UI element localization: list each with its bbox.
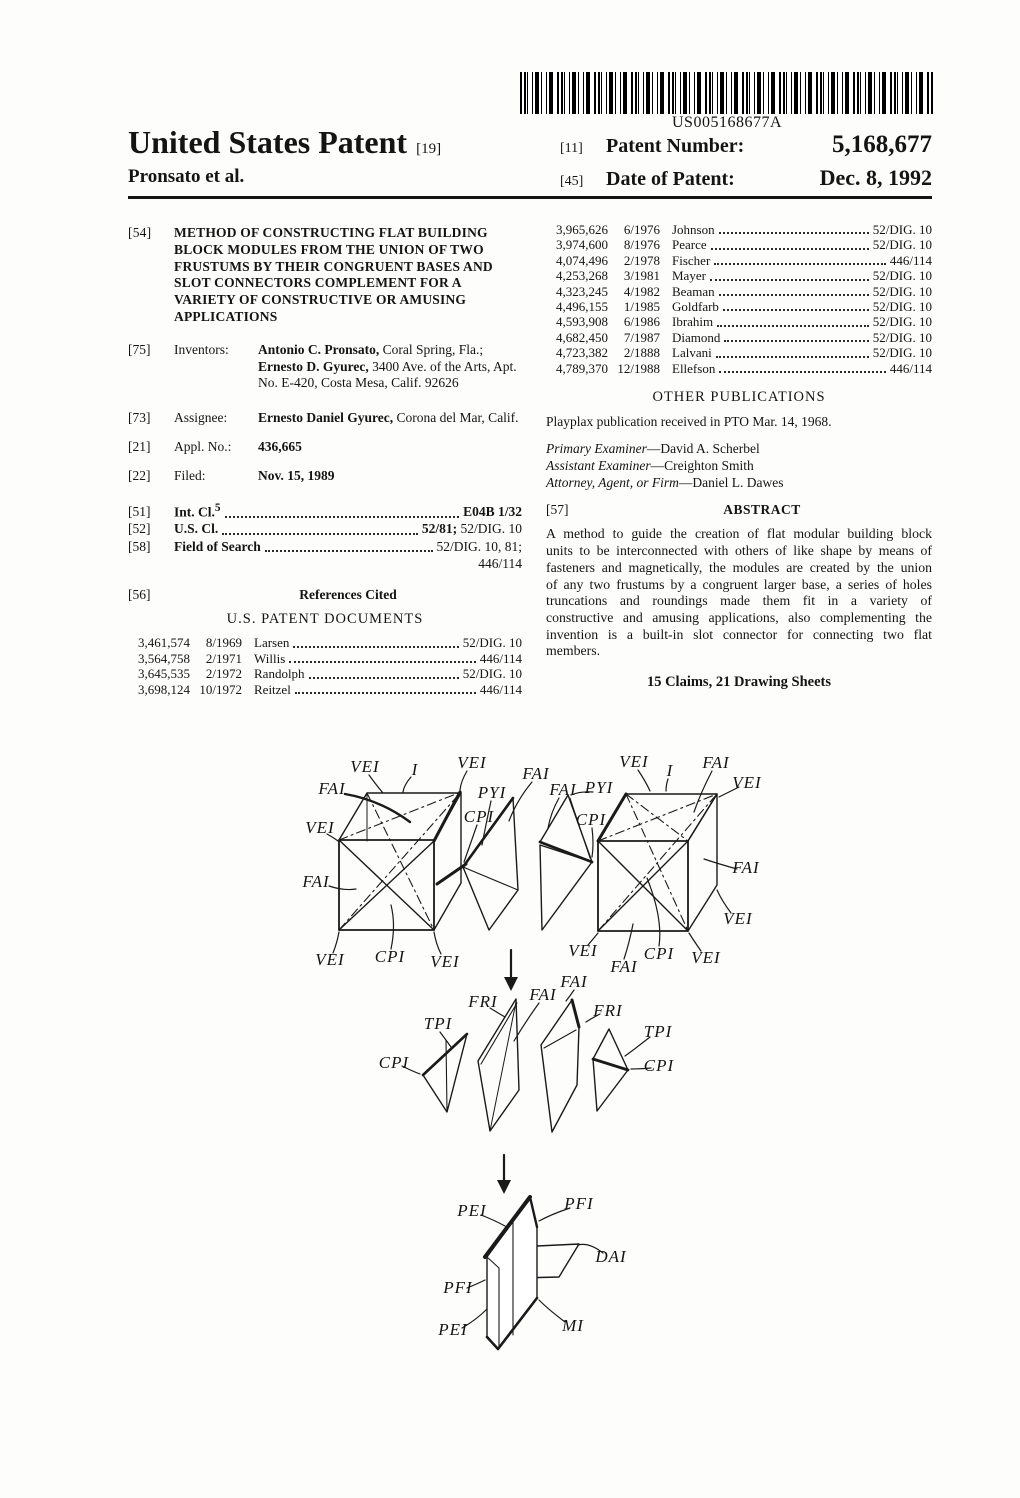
abstract-heading xyxy=(546,502,932,519)
appl-label: Appl. No.: xyxy=(174,438,232,454)
header-divider xyxy=(128,196,932,199)
figure-label: VEI xyxy=(305,818,335,837)
claims-drawing-sheets-line: 15 Claims, 21 Drawing Sheets xyxy=(646,674,832,691)
int-cl-label: Int. Cl.$^5$ xyxy=(174,501,221,520)
page-title xyxy=(128,124,538,161)
patent-number-row xyxy=(560,131,932,159)
dot-leader xyxy=(719,232,869,234)
int-cl-sup: 5 xyxy=(214,501,221,514)
kind-code: [19] xyxy=(416,141,442,157)
field-code-57: [57] xyxy=(546,501,569,517)
page-title-text: United States Patent xyxy=(128,124,408,160)
int-cl-section xyxy=(128,500,522,521)
application-number-section xyxy=(128,439,522,456)
masthead-left xyxy=(128,124,538,188)
figure-label: VEI xyxy=(732,773,762,792)
int-cl-value: E04B 1/32 xyxy=(463,504,522,520)
inventor-addr-2: 3400 Ave. of the Arts, Apt. No. E-420, Costa Mesa, Calif. 92626 xyxy=(258,358,517,391)
dot-leader xyxy=(717,325,869,327)
reference-row: 4,496,155 1/1985 Goldfarb 52/DIG. 10 xyxy=(556,299,932,315)
filed-section xyxy=(128,468,522,485)
figure-label: TPI xyxy=(423,1014,453,1033)
figure-label: DAI xyxy=(595,1247,627,1266)
bibliographic-column xyxy=(128,225,522,697)
references-cited-title: References Cited xyxy=(299,586,397,602)
assistant-examiner-line: Assistant Examiner—Creighton Smith xyxy=(546,457,754,473)
patentee-name: Pronsato et al. xyxy=(128,166,245,187)
dot-leader xyxy=(222,533,418,535)
invention-title: METHOD OF CONSTRUCTING FLAT BUILDING BLOCK MODULES FROM THE UNION OF TWO FRUSTUMS BY THEIR CONGRUENT BASES AND SLOT CONNECTORS COMPLEMENT FOR A VARIETY OF CONSTRUCTIVE OR AMUSING APPLICATIONS xyxy=(174,225,493,324)
dot-leader xyxy=(714,263,886,265)
field-of-search-value: 52/DIG. 10, 81; xyxy=(436,538,522,554)
figure-label: FRI xyxy=(593,1001,623,1020)
reference-row: 4,723,382 2/1888 Lalvani 52/DIG. 10 xyxy=(556,345,932,361)
reference-row: 4,253,268 3/1981 Mayer 52/DIG. 10 xyxy=(556,268,932,284)
patent-number-value: 5,168,677 xyxy=(832,131,932,158)
inventor-name-2: Ernesto D. Gyurec, xyxy=(258,358,369,374)
dot-leader xyxy=(289,661,476,663)
us-cl-value: 52/81; 52/DIG. 10 xyxy=(421,521,522,537)
reference-row: 3,698,124 10/1972 Reitzel 446/114 xyxy=(138,681,522,697)
abstract-title: ABSTRACT xyxy=(723,501,801,517)
reference-row: 4,682,450 7/1987 Diamond 52/DIG. 10 xyxy=(556,329,932,345)
figure-label: VEI xyxy=(568,941,598,960)
figure-label: PEI xyxy=(438,1320,468,1339)
figure-label: CPI xyxy=(575,810,607,829)
figure-label: TPI xyxy=(643,1022,673,1041)
dot-leader xyxy=(225,516,460,518)
us-patent-documents-title: U.S. PATENT DOCUMENTS xyxy=(226,610,424,627)
reference-row: 3,564,758 2/1971 Willis 446/114 xyxy=(138,650,522,666)
dot-leader xyxy=(716,356,869,358)
filed-label: Filed: xyxy=(174,467,206,483)
figure-label: VEI xyxy=(430,952,460,971)
barcode xyxy=(520,72,934,114)
field-of-search-label: Field of Search xyxy=(174,538,261,554)
figure-label: FRI xyxy=(468,992,498,1011)
figure-label: FAI xyxy=(549,780,577,799)
assignee-value xyxy=(258,410,522,427)
inventors-label: Inventors: xyxy=(174,341,229,357)
figure-label: FAI xyxy=(522,764,550,783)
dot-leader xyxy=(309,677,459,679)
us-cl-section xyxy=(128,521,522,538)
dot-leader xyxy=(719,371,886,373)
attorney-line: Attorney, Agent, or Firm—Daniel L. Dawes xyxy=(546,474,784,490)
figure-label: CPI xyxy=(643,944,675,963)
field-code-45: [45] xyxy=(560,174,584,189)
figure-label: VEI xyxy=(350,757,380,776)
figure-label: PFI xyxy=(443,1278,473,1297)
dot-leader xyxy=(265,550,433,552)
field-code-56: [56] xyxy=(128,586,151,602)
inventor-name-1: Antonio C. Pronsato, xyxy=(258,341,380,357)
figure-label: CPI xyxy=(643,1056,675,1075)
figure-label: VEI xyxy=(691,948,721,967)
abstract-column xyxy=(546,222,932,691)
masthead-right xyxy=(560,131,932,197)
figure-label: CPI xyxy=(378,1053,410,1072)
reference-row: 3,974,600 8/1976 Pearce 52/DIG. 10 xyxy=(556,237,932,253)
other-publication-entry: Playplax publication received in PTO Mar. 14, 1968. xyxy=(546,413,832,429)
reference-row: 4,074,496 2/1978 Fischer 446/114 xyxy=(556,252,932,268)
figure-label: VEI xyxy=(723,909,753,928)
figure-label: FAI xyxy=(529,985,557,1004)
reference-row: 3,965,626 6/1976 Johnson 52/DIG. 10 xyxy=(556,222,932,237)
figure-label: CPI xyxy=(374,947,406,966)
patent-number-label: Patent Number: xyxy=(606,135,745,157)
invention-title-section xyxy=(128,225,522,326)
transform-arrow-1 xyxy=(504,950,518,991)
other-publications-title: OTHER PUBLICATIONS xyxy=(652,389,826,406)
field-code-11: [11] xyxy=(560,141,583,156)
reference-row: 4,323,245 4/1982 Beaman 52/DIG. 10 xyxy=(556,283,932,299)
field-code-58: [58] xyxy=(128,538,151,554)
figure-left-cube xyxy=(339,792,466,930)
figure-label: FAI xyxy=(560,972,588,991)
inventors-value xyxy=(258,342,522,392)
appl-value: 436,665 xyxy=(258,438,302,454)
dot-leader xyxy=(723,309,869,311)
references-cited-heading xyxy=(128,587,522,604)
figure-label: FAI xyxy=(732,858,760,877)
dot-leader xyxy=(710,279,869,281)
field-code-22: [22] xyxy=(128,467,151,483)
patent-figure xyxy=(120,745,932,1395)
filed-value: Nov. 15, 1989 xyxy=(258,467,335,483)
figure-label: I xyxy=(666,761,674,780)
assignee-addr: Corona del Mar, Calif. xyxy=(393,410,519,426)
field-of-search-section xyxy=(128,539,522,556)
reference-row: 3,461,574 8/1969 Larsen 52/DIG. 10 xyxy=(138,635,522,651)
figure-label: PYI xyxy=(477,783,507,802)
patent-date-row xyxy=(560,165,932,191)
inventor-addr-1: Coral Spring, Fla.; xyxy=(379,341,484,357)
field-code-52: [52] xyxy=(128,521,151,537)
dot-leader xyxy=(293,646,458,648)
patent-date-value: Dec. 8, 1992 xyxy=(819,165,932,190)
reference-row: 4,593,908 6/1986 Ibrahim 52/DIG. 10 xyxy=(556,314,932,330)
figure-label: CPI xyxy=(463,807,495,826)
field-code-54: [54] xyxy=(128,225,152,240)
figure-label: VEI xyxy=(457,753,487,772)
patent-date-label: Date of Patent: xyxy=(606,168,735,190)
dot-leader xyxy=(719,294,869,296)
field-code-73: [73] xyxy=(128,410,151,426)
field-code-75: [75] xyxy=(128,341,151,357)
figure-label: FAI xyxy=(318,779,346,798)
field-code-51: [51] xyxy=(128,504,151,520)
figure-label: MI xyxy=(562,1316,584,1335)
field-code-21: [21] xyxy=(128,438,151,454)
inventors-section xyxy=(128,342,522,392)
dot-leader xyxy=(295,692,476,694)
barcode-text: US005168677A xyxy=(671,114,782,131)
abstract-text: A method to guide the creation of flat modular building block units to be interconnected with others of like shape by means of fasteners and magnetically, the modules are created by the union of any two frustums by a congruent larger base, a series of holes truncations and roundings made them fit in a variety of constructive and amusing applications, also complementing the invention is a built-in slot connector for connecting two flat members. xyxy=(546,526,932,659)
dot-leader xyxy=(711,248,869,250)
figure-label: FAI xyxy=(302,872,330,891)
assignee-section xyxy=(128,410,522,427)
figure-label: VEI xyxy=(619,752,649,771)
figure-label: PFI xyxy=(564,1194,594,1213)
assignee-label: Assignee: xyxy=(174,410,228,426)
assignee-name: Ernesto Daniel Gyurec, xyxy=(258,410,394,426)
dot-leader xyxy=(724,340,868,342)
figure-label: VEI xyxy=(315,950,345,969)
primary-examiner-line: Primary Examiner—David A. Scherbel xyxy=(546,440,760,456)
figure-label: I xyxy=(411,760,419,779)
field-of-search-value-2: 446/114 xyxy=(478,555,522,571)
figure-label: PYI xyxy=(584,778,614,797)
us-cl-label: U.S. Cl. xyxy=(174,521,219,537)
figure-label: PEI xyxy=(457,1201,487,1220)
reference-row: 3,645,535 2/1972 Randolph 52/DIG. 10 xyxy=(138,666,522,682)
figure-label: FAI xyxy=(702,753,730,772)
figure-label: FAI xyxy=(610,957,638,976)
reference-row: 4,789,370 12/1988 Ellefson 446/114 xyxy=(556,360,932,376)
transform-arrow-2 xyxy=(497,1155,511,1194)
